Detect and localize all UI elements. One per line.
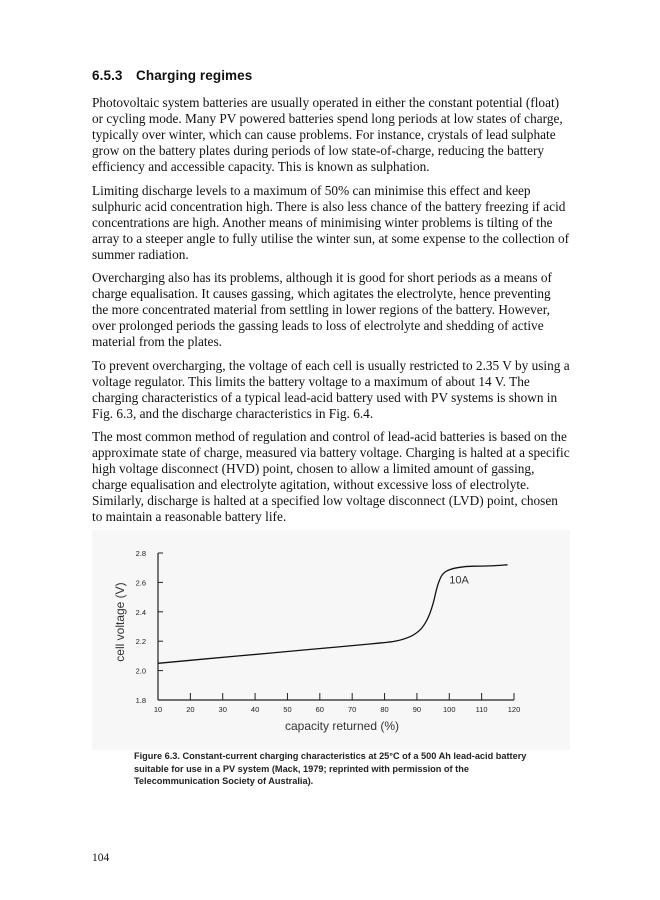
x-tick-label: 100 [443,705,456,714]
y-tick-label: 2.8 [135,549,146,558]
section-title: Charging regimes [136,68,253,83]
paragraph: Limiting discharge levels to a maximum of 50% can minimise this effect and keep sulphuric acid concentration high. There is also less chance of the battery freezing if acid concentrations are high. Another means of minimising winter problems is tilting of the array to a steeper angle to fully utilise the winter sun, at some expense to the collection of summer radiation. [92,182,570,262]
paragraph: Photovoltaic system batteries are usually operated in either the constant potential (float) or cycling mode. Many PV powered batteries spend long periods at low states of charge, typically over winter, which can cause problems. For instance, crystals of lead sulphate grow on the battery plates during periods of low state-of-charge, reducing the battery efficiency and accessible capacity. This is known as sulphation. [92,95,563,174]
x-tick-label: 80 [380,705,389,714]
x-tick-label: 20 [186,705,195,714]
y-tick-label: 2.6 [135,578,146,588]
y-tick-label: 2.2 [135,637,146,647]
y-tick-label: 2.0 [135,666,146,676]
x-tick-label: 50 [283,705,292,714]
figure-6-3 [92,530,570,750]
section-number: 6.5.3 [92,68,123,83]
x-tick-label: 110 [475,705,488,714]
figure-caption: Figure 6.3. Constant-current charging characteristics at 25°C of a 500 Ah lead-acid battery suitable for use in a PV system (Mack, 1979; reprinted with permission of the Telecommunication Society of Australia). [134,751,527,786]
section-heading [92,68,252,83]
x-tick-label: 10 [153,705,163,714]
paragraph: Overcharging also has its problems, although it is good for short periods as a means of charge equalisation. It causes gassing, which agitates the electrolyte, hence preventing the more concentrated material from settling in lower regions of the battery. However, over prolonged periods the gassing leads to loss of electrolyte and shedding of active material from the plates. [92,270,552,349]
charging-chart [92,530,570,750]
page-number: 104 [92,852,110,864]
x-axis-title: capacity returned (%) [284,719,400,733]
x-tick-label: 70 [348,705,357,714]
paragraph: To prevent overcharging, the voltage of each cell is usually restricted to 2.35 V by using a voltage regulator. This limits the battery voltage to a maximum of about 14 V. The charging characteristics of a typical lead-acid battery used with PV systems is shown in Fig. 6.3, and the discharge characteristics in Fig. 6.4. [92,357,570,421]
series-label-10A: 10A [449,574,469,587]
x-tick-label: 40 [250,705,260,714]
x-tick-label: 90 [412,705,422,714]
y-axis-title: cell voltage (V) [113,582,127,662]
body-text [92,95,570,533]
x-tick-label: 120 [507,705,521,714]
y-tick-label: 2.4 [135,607,146,617]
x-tick-label: 30 [218,705,227,714]
y-tick-label: 1.8 [135,696,146,705]
paragraph: The most common method of regulation and control of lead-acid batteries is based on the approximate state of charge, measured via battery voltage. Charging is halted at a specific high voltage disconnect (HVD) point, chosen to allow a limited amount of gassing, charge equalisation and electrolyte agitation, without excessive loss of electrolyte. Similarly, discharge is halted at a specified low voltage disconnect (LVD) point, chosen to maintain a reasonable battery life. [92,429,570,524]
x-tick-label: 60 [315,705,324,714]
